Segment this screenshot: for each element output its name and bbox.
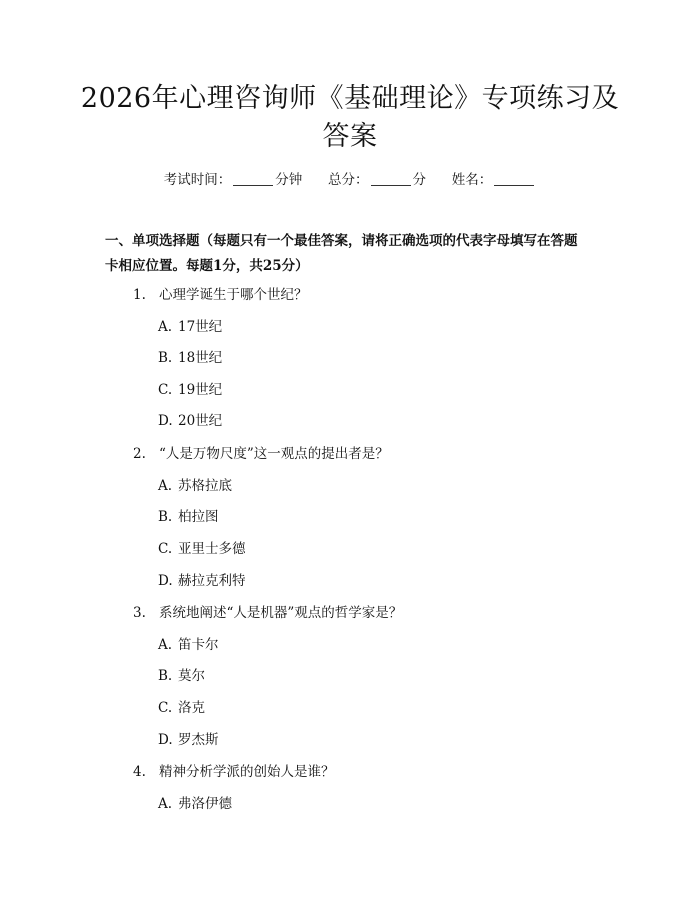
option-text: 20世纪 <box>178 413 223 429</box>
option-letter: C. <box>158 700 173 716</box>
option-text: 19世纪 <box>178 382 223 398</box>
option-text: 苏格拉底 <box>178 478 232 494</box>
name-label: 姓名： <box>451 172 493 188</box>
option-1a <box>158 315 222 335</box>
option-letter: C. <box>158 382 173 398</box>
score-unit: 分 <box>412 172 426 188</box>
option-letter: B. <box>158 350 173 366</box>
option-2d <box>158 569 246 589</box>
option-letter: A. <box>158 637 173 653</box>
option-letter: A. <box>158 319 173 335</box>
option-letter: A. <box>158 796 173 812</box>
option-3a <box>158 633 219 653</box>
option-text: 罗杰斯 <box>178 732 219 748</box>
question-3 <box>133 601 402 621</box>
option-text: 弗洛伊德 <box>178 796 232 812</box>
document-title-line1: 2026年心理咨询师《基础理论》专项练习及 <box>80 83 620 114</box>
option-text: 洛克 <box>178 700 205 716</box>
name-blank <box>494 171 534 186</box>
option-2a <box>158 474 232 494</box>
exam-meta <box>0 168 700 188</box>
option-3d <box>158 728 219 748</box>
option-3b <box>158 664 205 684</box>
option-2c <box>158 537 246 557</box>
option-letter: D. <box>158 732 173 748</box>
question-1 <box>133 283 308 303</box>
question-number: 2. <box>133 446 146 462</box>
option-letter: A. <box>158 478 173 494</box>
document-title-line2: 答案 <box>322 121 378 152</box>
option-2b <box>158 505 219 525</box>
option-text: 18世纪 <box>178 350 223 366</box>
option-1c <box>158 378 222 398</box>
option-4a <box>158 792 232 812</box>
option-letter: B. <box>158 668 173 684</box>
option-text: 亚里士多德 <box>178 541 246 557</box>
option-text: 笛卡尔 <box>178 637 219 653</box>
question-text: 心理学诞生于哪个世纪？ <box>159 287 308 303</box>
score-blank <box>371 171 411 186</box>
option-text: 赫拉克利特 <box>178 573 246 589</box>
time-unit: 分钟 <box>275 172 303 188</box>
question-number: 3. <box>133 605 146 621</box>
question-text: 精神分析学派的创始人是谁？ <box>159 764 335 780</box>
time-label: 考试时间： <box>163 172 232 188</box>
option-letter: D. <box>158 573 173 589</box>
option-text: 17世纪 <box>178 319 223 335</box>
option-letter: C. <box>158 541 173 557</box>
question-4 <box>133 760 335 780</box>
option-3c <box>158 696 205 716</box>
option-text: 莫尔 <box>178 668 205 684</box>
section-heading-line2: 卡相应位置。每题1分，共25分） <box>105 258 309 274</box>
question-text: 系统地阐述“人是机器”观点的哲学家是？ <box>159 605 403 621</box>
question-number: 1. <box>133 287 146 303</box>
option-1d <box>158 409 222 429</box>
time-blank <box>233 171 273 186</box>
option-letter: B. <box>158 509 173 525</box>
question-number: 4. <box>133 764 146 780</box>
question-2 <box>133 442 389 462</box>
section-heading-line1: 一、单项选择题（每题只有一个最佳答案，请将正确选项的代表字母填写在答题 <box>105 233 578 249</box>
score-label: 总分： <box>328 172 369 188</box>
option-1b <box>158 346 222 366</box>
option-text: 柏拉图 <box>178 509 219 525</box>
option-letter: D. <box>158 413 173 429</box>
question-text: “人是万物尺度”这一观点的提出者是？ <box>159 446 389 462</box>
